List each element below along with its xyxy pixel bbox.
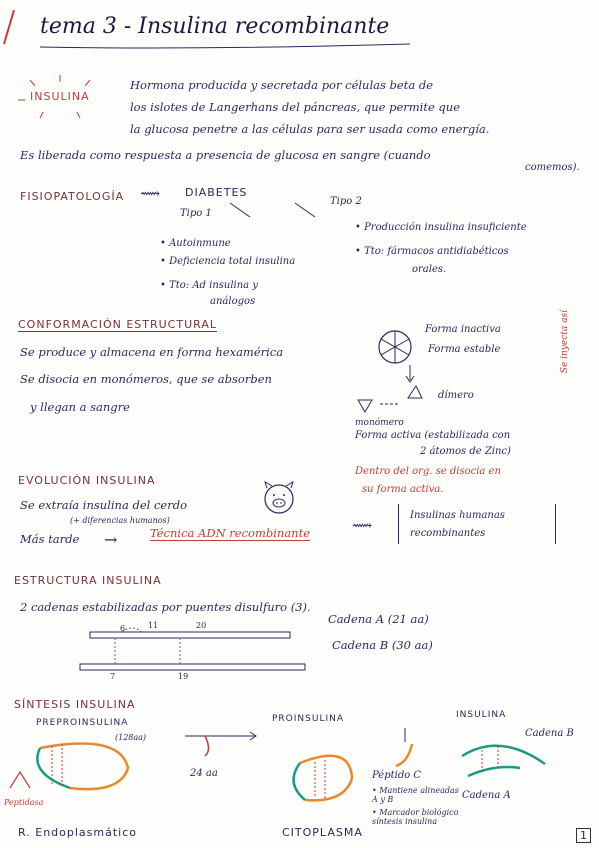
tipo1-label: Tipo 1: [180, 208, 212, 219]
dimero-label: dímero: [438, 390, 474, 401]
sintesis-heading: SÍNTESIS INSULINA: [14, 698, 136, 711]
insulina-def-4: Es liberada como respuesta a presencia de glucosa en sangre (cuando: [20, 148, 431, 162]
dentro-2: su forma activa.: [362, 484, 444, 495]
synthesis-diagram: [0, 728, 599, 828]
conf-line-1: Se produce y almacena en forma hexamérica: [20, 345, 284, 359]
t2-item-0: • Producción insulina insuficiente: [355, 222, 527, 233]
title-underline: [40, 44, 410, 48]
proinsulina-label: PROINSULINA: [272, 714, 345, 724]
result-2: recombinantes: [410, 528, 486, 539]
insulina-final-label: INSULINA: [456, 710, 507, 720]
arrow-right-icon: →: [104, 530, 118, 549]
t2-item-2: orales.: [412, 264, 447, 275]
mark-19: 19: [178, 672, 189, 681]
insulina-def-3: la glucosa penetre a las células para ser usada como energía.: [130, 122, 490, 136]
r-endo-label: R. Endoplasmático: [18, 826, 137, 839]
forma-activa-2: 2 átomos de Zinc): [420, 446, 511, 457]
conf-line-2: Se disocia en monómeros, que se absorben: [20, 372, 272, 386]
cadena-b-sint: Cadena B: [525, 728, 574, 739]
insulina-def-1: Hormona producida y secretada por células beta de: [130, 78, 434, 92]
conformacion-heading: CONFORMACIÓN ESTRUCTURAL: [18, 318, 217, 331]
chain-b-bar: [80, 664, 305, 670]
mark-7: 7: [110, 672, 116, 681]
arrow-icon: ⟿: [140, 186, 161, 202]
t1-item-0: • Autoinmune: [160, 238, 231, 249]
pig-icon: [256, 480, 302, 516]
evol-line-1-note: (+ diferencias humanos): [70, 516, 170, 525]
chains-diagram: [70, 622, 320, 686]
t2-item-1: • Tto: fármacos antidiabéticos: [355, 246, 509, 257]
disulfide-bonds: [115, 628, 180, 664]
cadena-a-sint: Cadena A: [462, 790, 511, 801]
mark-20: 20: [196, 621, 207, 630]
forma-activa-1: Forma activa (estabilizada con: [355, 430, 511, 441]
t1-item-3: análogos: [210, 296, 256, 307]
fisiopatologia-heading: FISIOPATOLOGÍA: [20, 190, 125, 203]
diabetes-label: DIABETES: [185, 186, 248, 199]
mark-11: 11: [148, 621, 159, 630]
forma-inactiva: Forma inactiva: [425, 324, 501, 335]
estr-line-1: 2 cadenas estabilizadas por puentes disulfuro (3).: [20, 600, 311, 614]
insulina-def-4b: comemos).: [525, 162, 580, 173]
t1-item-1: • Deficiencia total insulina: [160, 256, 296, 267]
pc-item-1: • Marcador biológico síntesis insulina: [372, 808, 459, 826]
conf-line-3: y llegan a sangre: [30, 400, 130, 414]
page-number: 1: [576, 828, 591, 843]
aa24-label: 24 aa: [190, 768, 218, 779]
citoplasma-label: CITOPLASMA: [282, 826, 363, 839]
pre-note: (128aa): [115, 733, 147, 742]
peptido-c-label: Péptido C: [372, 770, 422, 781]
corner-mark: [4, 10, 14, 44]
evolucion-heading: EVOLUCIÓN INSULINA: [18, 474, 156, 487]
page-title: tema 3 - Insulina recombinante: [40, 14, 390, 39]
peptidasa-label: Peptidasa: [4, 798, 44, 807]
forma-estable: Forma estable: [428, 344, 501, 355]
se-inyecta-note: Se inyecta así: [560, 310, 570, 374]
evol-line-1: Se extraía insulina del cerdo: [20, 498, 187, 512]
monomero-label: monómero: [355, 418, 404, 428]
squiggle-arrow-icon: ⟿: [352, 518, 373, 534]
evol-line-2-prefix: Más tarde: [20, 532, 80, 546]
tipo2-label: Tipo 2: [330, 196, 362, 207]
result-1: Insulinas humanas: [410, 510, 505, 521]
insulina-def-2: los islotes de Langerhans del páncreas, que permite que: [130, 100, 461, 114]
dentro-1: Dentro del org. se disocia en: [355, 466, 501, 477]
pc-item-0: • Mantiene alineadas A y B: [372, 786, 459, 804]
insulina-label: INSULINA: [30, 90, 90, 103]
t1-item-2: • Tto: Ad insulina y: [160, 280, 258, 291]
evol-tech: Técnica ADN recombinante: [150, 526, 311, 540]
cadena-a: Cadena A (21 aa): [328, 612, 429, 626]
mark-6: 6: [120, 624, 126, 633]
estructura-heading: ESTRUCTURA INSULINA: [14, 574, 162, 587]
preproinsulina-label: PREPROINSULINA: [36, 718, 129, 728]
cadena-b: Cadena B (30 aa): [332, 638, 433, 652]
